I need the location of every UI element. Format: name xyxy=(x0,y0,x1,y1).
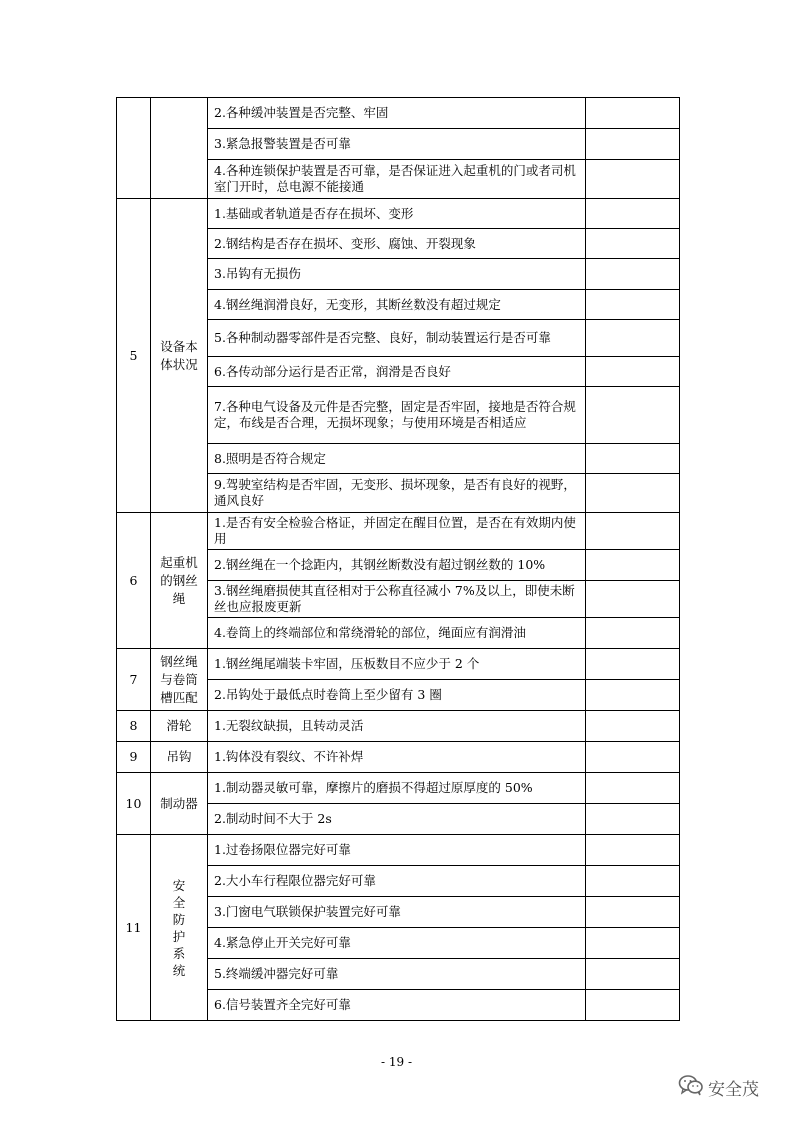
check-item-cell: 2.制动时间不大于 2s xyxy=(208,804,586,835)
check-item-cell: 2.钢丝绳在一个捻距内，其钢丝断数没有超过钢丝数的 10% xyxy=(208,550,586,581)
check-result-cell[interactable] xyxy=(586,320,680,357)
check-result-cell[interactable] xyxy=(586,387,680,444)
check-result-cell[interactable] xyxy=(586,550,680,581)
check-item-cell: 2.吊钩处于最低点时卷筒上至少留有 3 圈 xyxy=(208,680,586,711)
check-item-cell: 1.过卷扬限位器完好可靠 xyxy=(208,835,586,866)
check-item-cell: 5.终端缓冲器完好可靠 xyxy=(208,959,586,990)
check-result-cell[interactable] xyxy=(586,229,680,259)
watermark xyxy=(678,1074,778,1100)
check-item-cell: 5.各种制动器零部件是否完整、良好，制动装置运行是否可靠 xyxy=(208,320,586,357)
check-result-cell[interactable] xyxy=(586,129,680,160)
table-row xyxy=(117,742,680,773)
check-result-cell[interactable] xyxy=(586,581,680,618)
check-item-cell: 4.钢丝绳润滑良好，无变形，其断丝数没有超过规定 xyxy=(208,290,586,320)
check-item-cell: 3.吊钩有无损伤 xyxy=(208,259,586,290)
section-category-cell: 安全防护系统 xyxy=(151,835,208,1021)
check-item-cell: 4.卷筒上的终端部位和常绕滑轮的部位，绳面应有润滑油 xyxy=(208,618,586,649)
section-category-cell: 钢丝绳与卷筒槽匹配 xyxy=(151,649,208,711)
check-result-cell[interactable] xyxy=(586,804,680,835)
table-row xyxy=(117,199,680,229)
check-result-cell[interactable] xyxy=(586,444,680,474)
table-row xyxy=(117,835,680,866)
check-result-cell[interactable] xyxy=(586,474,680,513)
section-number-cell: 6 xyxy=(117,513,151,649)
check-item-cell: 1.钢丝绳尾端装卡牢固，压板数目不应少于 2 个 xyxy=(208,649,586,680)
table-row xyxy=(117,649,680,680)
check-result-cell[interactable] xyxy=(586,618,680,649)
check-item-cell: 4.紧急停止开关完好可靠 xyxy=(208,928,586,959)
check-item-cell: 2.钢结构是否存在损坏、变形、腐蚀、开裂现象 xyxy=(208,229,586,259)
section-category-cell: 吊钩 xyxy=(151,742,208,773)
section-category-cell: 滑轮 xyxy=(151,711,208,742)
check-item-cell: 1.基础或者轨道是否存在损坏、变形 xyxy=(208,199,586,229)
inspection-checklist-table xyxy=(116,97,680,1021)
check-item-cell: 1.是否有安全检验合格证，并固定在醒目位置，是否在有效期内使用 xyxy=(208,513,586,550)
check-result-cell[interactable] xyxy=(586,199,680,229)
check-item-cell: 3.钢丝绳磨损使其直径相对于公称直径减小 7%及以上，即使未断丝也应报废更新 xyxy=(208,581,586,618)
section-category-cell xyxy=(151,98,208,199)
check-item-cell: 1.制动器灵敏可靠，摩擦片的磨损不得超过原厚度的 50% xyxy=(208,773,586,804)
check-item-cell: 7.各种电气设备及元件是否完整，固定是否牢固，接地是否符合规定，布线是否合理，无损坏现象；与使用环境是否相适应 xyxy=(208,387,586,444)
check-result-cell[interactable] xyxy=(586,866,680,897)
table-row xyxy=(117,711,680,742)
check-item-cell: 2.大小车行程限位器完好可靠 xyxy=(208,866,586,897)
check-result-cell[interactable] xyxy=(586,711,680,742)
check-item-cell: 3.门窗电气联锁保护装置完好可靠 xyxy=(208,897,586,928)
check-result-cell[interactable] xyxy=(586,290,680,320)
page-number: - 19 - xyxy=(380,1055,412,1069)
check-result-cell[interactable] xyxy=(586,742,680,773)
check-item-cell: 2.各种缓冲装置是否完整、牢固 xyxy=(208,98,586,129)
section-number-cell: 9 xyxy=(117,742,151,773)
check-result-cell[interactable] xyxy=(586,357,680,387)
check-item-cell: 3.紧急报警装置是否可靠 xyxy=(208,129,586,160)
check-result-cell[interactable] xyxy=(586,680,680,711)
check-item-cell: 6.信号装置齐全完好可靠 xyxy=(208,990,586,1021)
watermark-text: 安全茂 xyxy=(708,1079,759,1100)
check-item-cell: 6.各传动部分运行是否正常，润滑是否良好 xyxy=(208,357,586,387)
table-row xyxy=(117,513,680,550)
check-result-cell[interactable] xyxy=(586,259,680,290)
check-result-cell[interactable] xyxy=(586,649,680,680)
check-item-cell: 9.驾驶室结构是否牢固，无变形、损坏现象，是否有良好的视野，通风良好 xyxy=(208,474,586,513)
check-result-cell[interactable] xyxy=(586,990,680,1021)
section-number-cell: 11 xyxy=(117,835,151,1021)
check-result-cell[interactable] xyxy=(586,513,680,550)
check-result-cell[interactable] xyxy=(586,98,680,129)
checklist-body xyxy=(117,98,680,1021)
check-result-cell[interactable] xyxy=(586,897,680,928)
section-category-cell: 设备本体状况 xyxy=(151,199,208,513)
check-result-cell[interactable] xyxy=(586,773,680,804)
table-row xyxy=(117,773,680,804)
check-result-cell[interactable] xyxy=(586,928,680,959)
section-number-cell: 10 xyxy=(117,773,151,835)
check-item-cell: 8.照明是否符合规定 xyxy=(208,444,586,474)
section-number-cell xyxy=(117,98,151,199)
wechat-logo-icon xyxy=(678,1074,704,1100)
check-result-cell[interactable] xyxy=(586,160,680,199)
check-item-cell: 1.无裂纹缺损，且转动灵活 xyxy=(208,711,586,742)
check-item-cell: 1.钩体没有裂纹、不许补焊 xyxy=(208,742,586,773)
section-category-cell: 制动器 xyxy=(151,773,208,835)
section-number-cell: 7 xyxy=(117,649,151,711)
check-item-cell: 4.各种连锁保护装置是否可靠，是否保证进入起重机的门或者司机室门开时，总电源不能接通 xyxy=(208,160,586,199)
check-result-cell[interactable] xyxy=(586,835,680,866)
section-category-cell: 起重机的钢丝绳 xyxy=(151,513,208,649)
section-number-cell: 5 xyxy=(117,199,151,513)
check-result-cell[interactable] xyxy=(586,959,680,990)
section-number-cell: 8 xyxy=(117,711,151,742)
table-row xyxy=(117,98,680,129)
